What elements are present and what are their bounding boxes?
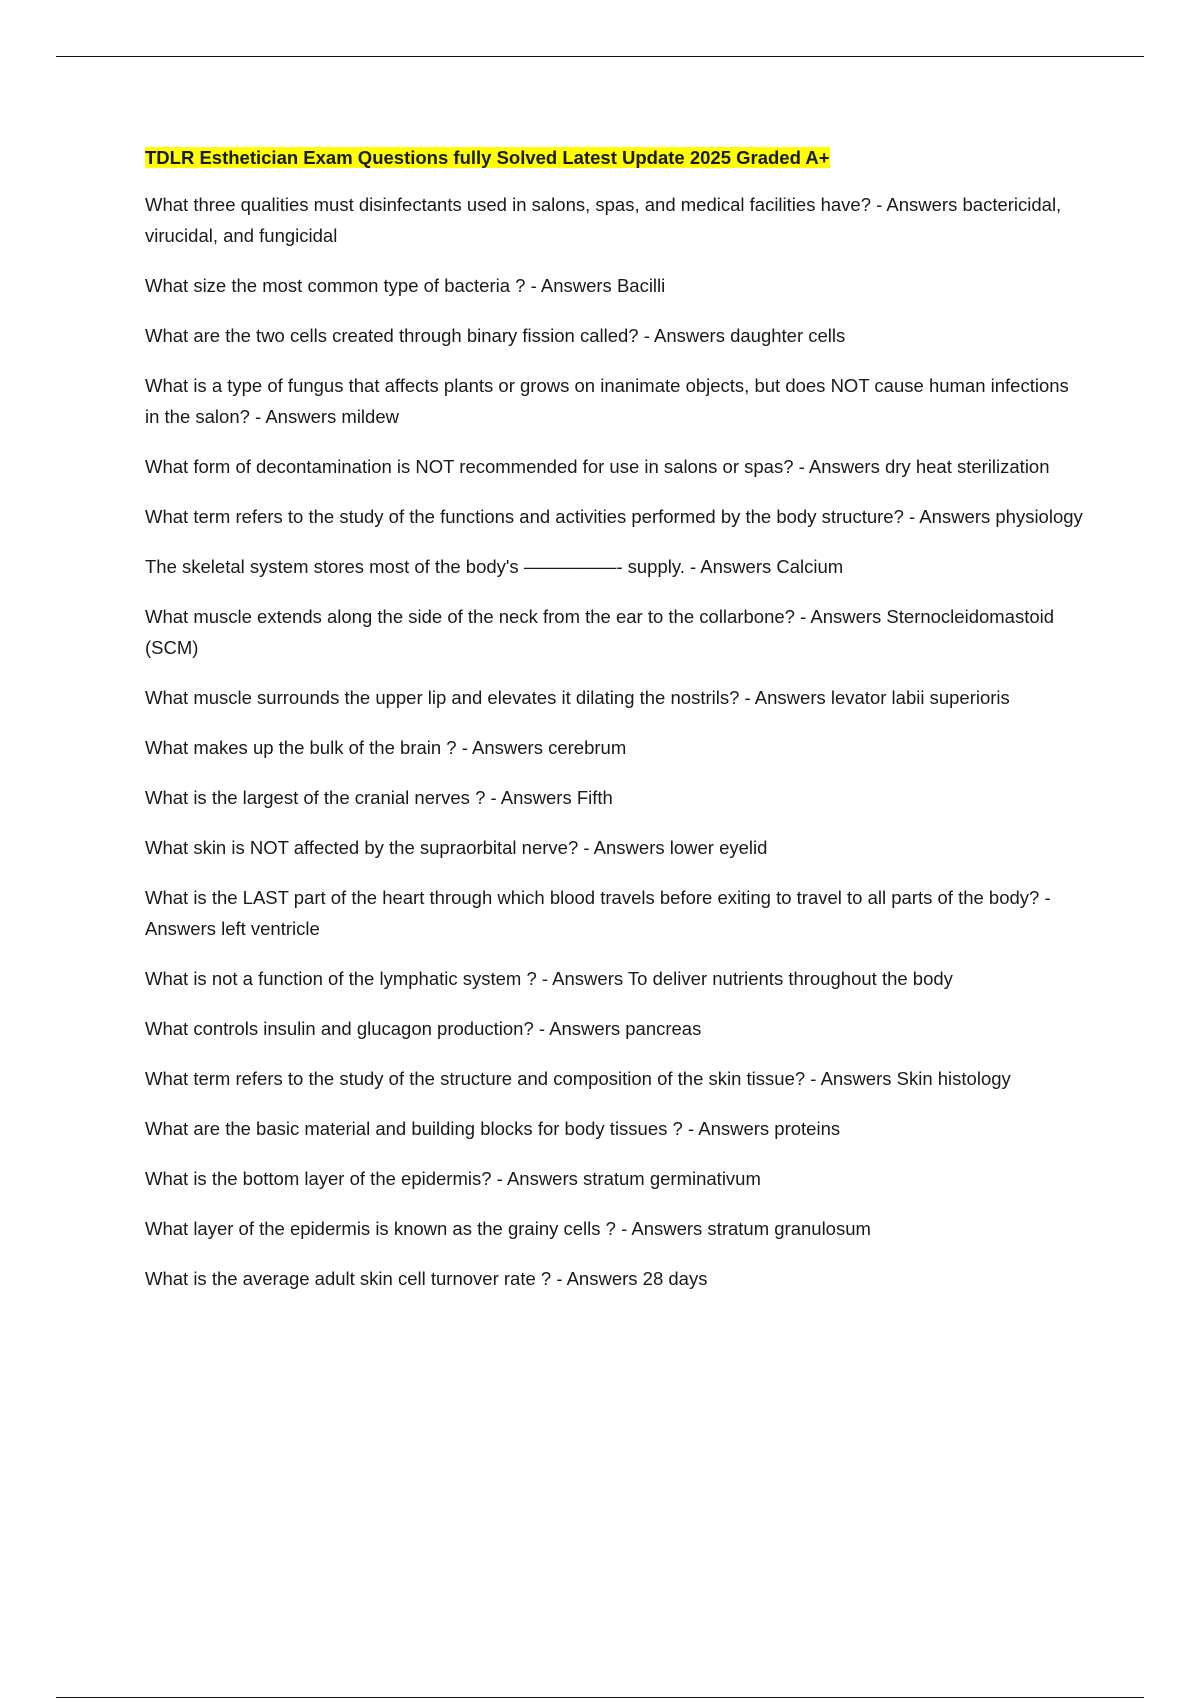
- title-highlight: TDLR Esthetician Exam Questions fully Solved Latest Update 2025 Graded A+: [145, 147, 830, 168]
- qa-item: What muscle surrounds the upper lip and elevates it dilating the nostrils? - Answers levator labii superioris: [145, 687, 1010, 708]
- qa-item: What term refers to the study of the functions and activities performed by the body structure? - Answers physiology: [145, 506, 1083, 527]
- qa-item: What size the most common type of bacteria ? - Answers Bacilli: [145, 275, 666, 296]
- qa-item: What are the two cells created through binary fission called? - Answers daughter cells: [145, 325, 846, 346]
- qa-item: What are the basic material and building blocks for body tissues ? - Answers proteins: [145, 1118, 841, 1139]
- qa-item: What is the bottom layer of the epidermis? - Answers stratum germinativum: [145, 1168, 761, 1189]
- footer-rule: [56, 1697, 1144, 1698]
- document-title: [145, 143, 1085, 173]
- qa-item: What skin is NOT affected by the supraorbital nerve? - Answers lower eyelid: [145, 837, 768, 858]
- header-rule: [56, 56, 1144, 57]
- document-body: [145, 143, 1085, 1313]
- qa-item: What makes up the bulk of the brain ? - Answers cerebrum: [145, 737, 627, 758]
- qa-item: What layer of the epidermis is known as the grainy cells ? - Answers stratum granulosum: [145, 1218, 871, 1239]
- qa-item: What controls insulin and glucagon production? - Answers pancreas: [145, 1018, 702, 1039]
- qa-item: What is a type of fungus that affects plants or grows on inanimate objects, but does NOT cause human infections in the salon? - Answers mildew: [145, 375, 1069, 427]
- qa-item: What is the LAST part of the heart through which blood travels before exiting to travel to all parts of the body? - Answers left ventricle: [145, 887, 1051, 939]
- qa-item: What is the average adult skin cell turnover rate ? - Answers 28 days: [145, 1268, 708, 1289]
- qa-item: What muscle extends along the side of the neck from the ear to the collarbone? - Answers Sternocleidomastoid (SCM): [145, 606, 1055, 658]
- qa-item: What three qualities must disinfectants used in salons, spas, and medical facilities have? - Answers bactericidal, virucidal, and fungicidal: [145, 194, 1062, 246]
- qa-item: What form of decontamination is NOT recommended for use in salons or spas? - Answers dry heat sterilization: [145, 456, 1050, 477]
- qa-item: What is not a function of the lymphatic system ? - Answers To deliver nutrients throughout the body: [145, 968, 953, 989]
- qa-item: What term refers to the study of the structure and composition of the skin tissue? - Answers Skin histology: [145, 1068, 1011, 1089]
- qa-item: What is the largest of the cranial nerves ? - Answers Fifth: [145, 787, 613, 808]
- qa-item: The skeletal system stores most of the body's —————- supply. - Answers Calcium: [145, 556, 844, 577]
